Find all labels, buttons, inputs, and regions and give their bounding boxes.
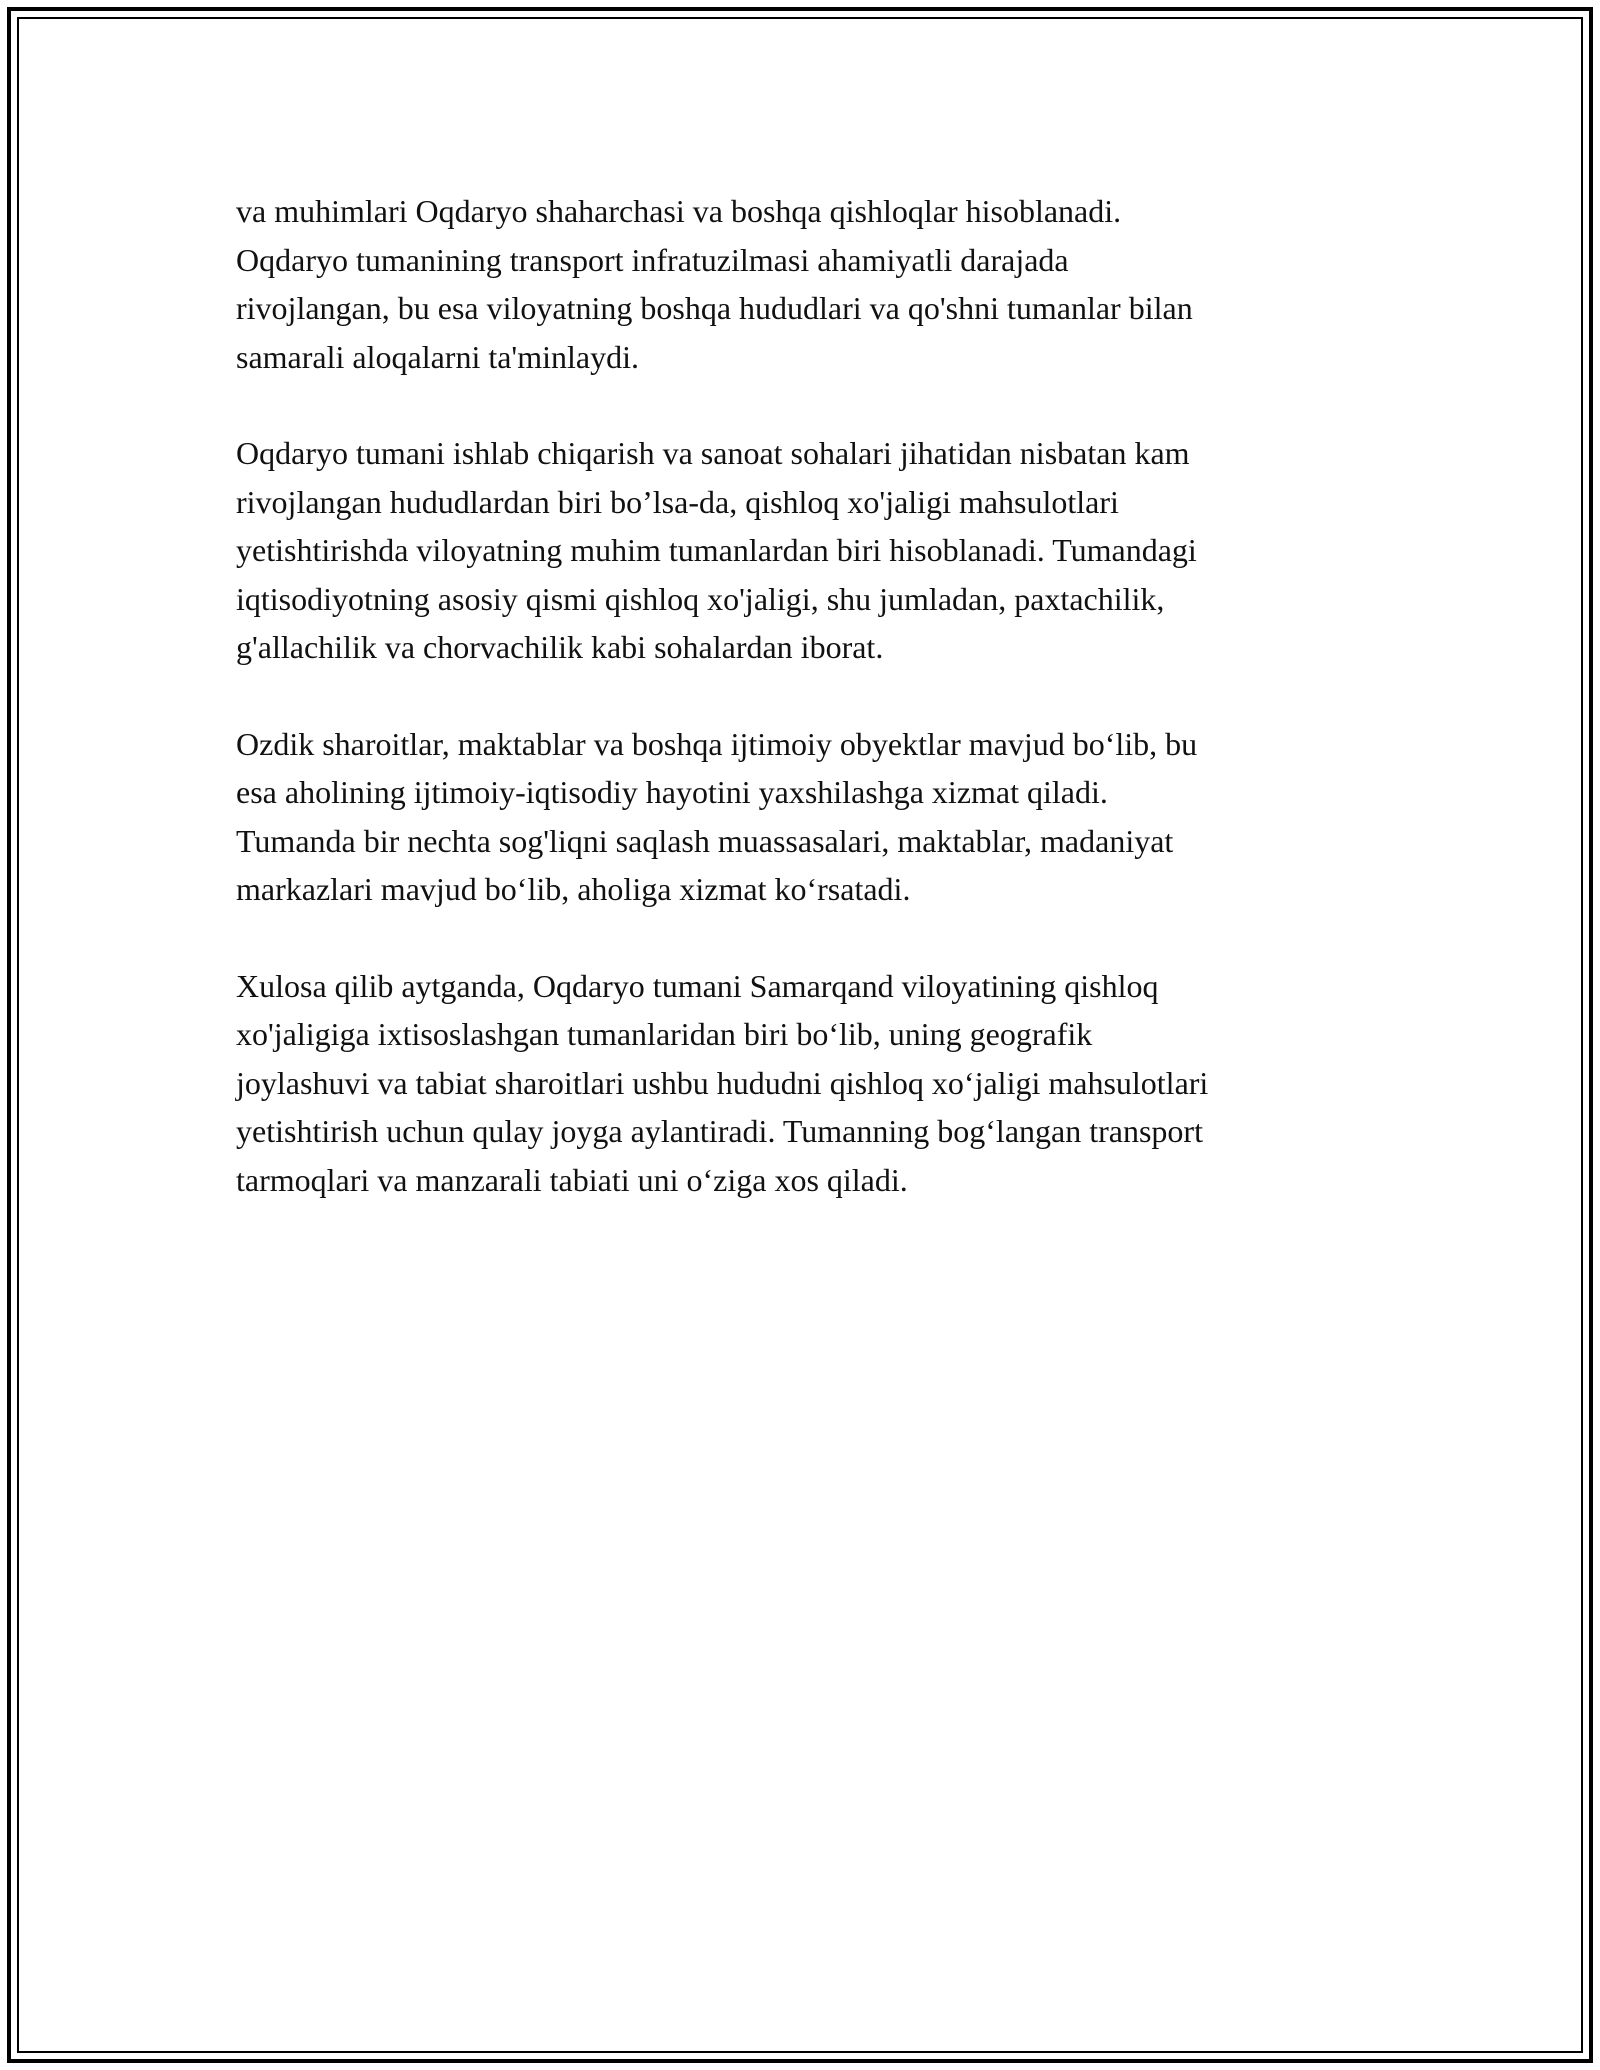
paragraph-social: Ozdik sharoitlar, maktablar va boshqa ijtimoiy obyektlar mavjud bo‘lib, bu esa aholining ijtimoiy-iqtisodiy hayotini yaxshilashga xizmat qiladi. Tumanda bir nechta sog'liqni saqlash muassasalari, maktablar, madaniyat markazlari mavjud bo‘lib, aholiga xizmat ko‘rsatadi. bbox=[236, 725, 1198, 907]
paragraph-economy: Oqdaryo tumani ishlab chiqarish va sanoat sohalari jihatidan nisbatan kam rivojlangan hududlardan biri bo’lsa-da, qishloq xo'jaligi mahsulotlari yetishtirishda viloyatning muhim tumanlardan biri hisoblanadi. Tumandagi iqtisodiyotning asosiy qismi qishloq xo'jaligi, shu jumladan, paxtachilik, g'allachilik va chorvachilik kabi sohalardan iborat. bbox=[236, 435, 1197, 665]
paragraph-transport: va muhimlari Oqdaryo shaharchasi va boshqa qishloqlar hisoblanadi. Oqdaryo tumanining transport infratuzilmasi ahamiyatli darajada rivojlangan, bu esa viloyatning boshqa hududlari va qo'shni tumanlar bilan samarali aloqalarni ta'minlaydi. bbox=[236, 193, 1193, 375]
paragraph-conclusion: Xulosa qilib aytganda, Oqdaryo tumani Samarqand viloyatining qishloq xo'jaligiga ixtisoslashgan tumanlaridan biri bo‘lib, uning geografik joylashuvi va tabiat sharoitlari ushbu hududni qishloq xo‘jaligi mahsulotlari yetishtirish uchun qulay joyga aylantiradi. Tumanning bog‘langan transport tarmoqlari va manzarali tabiati uni o‘ziga xos qiladi. bbox=[236, 967, 1209, 1198]
document-body bbox=[236, 187, 1366, 1252]
